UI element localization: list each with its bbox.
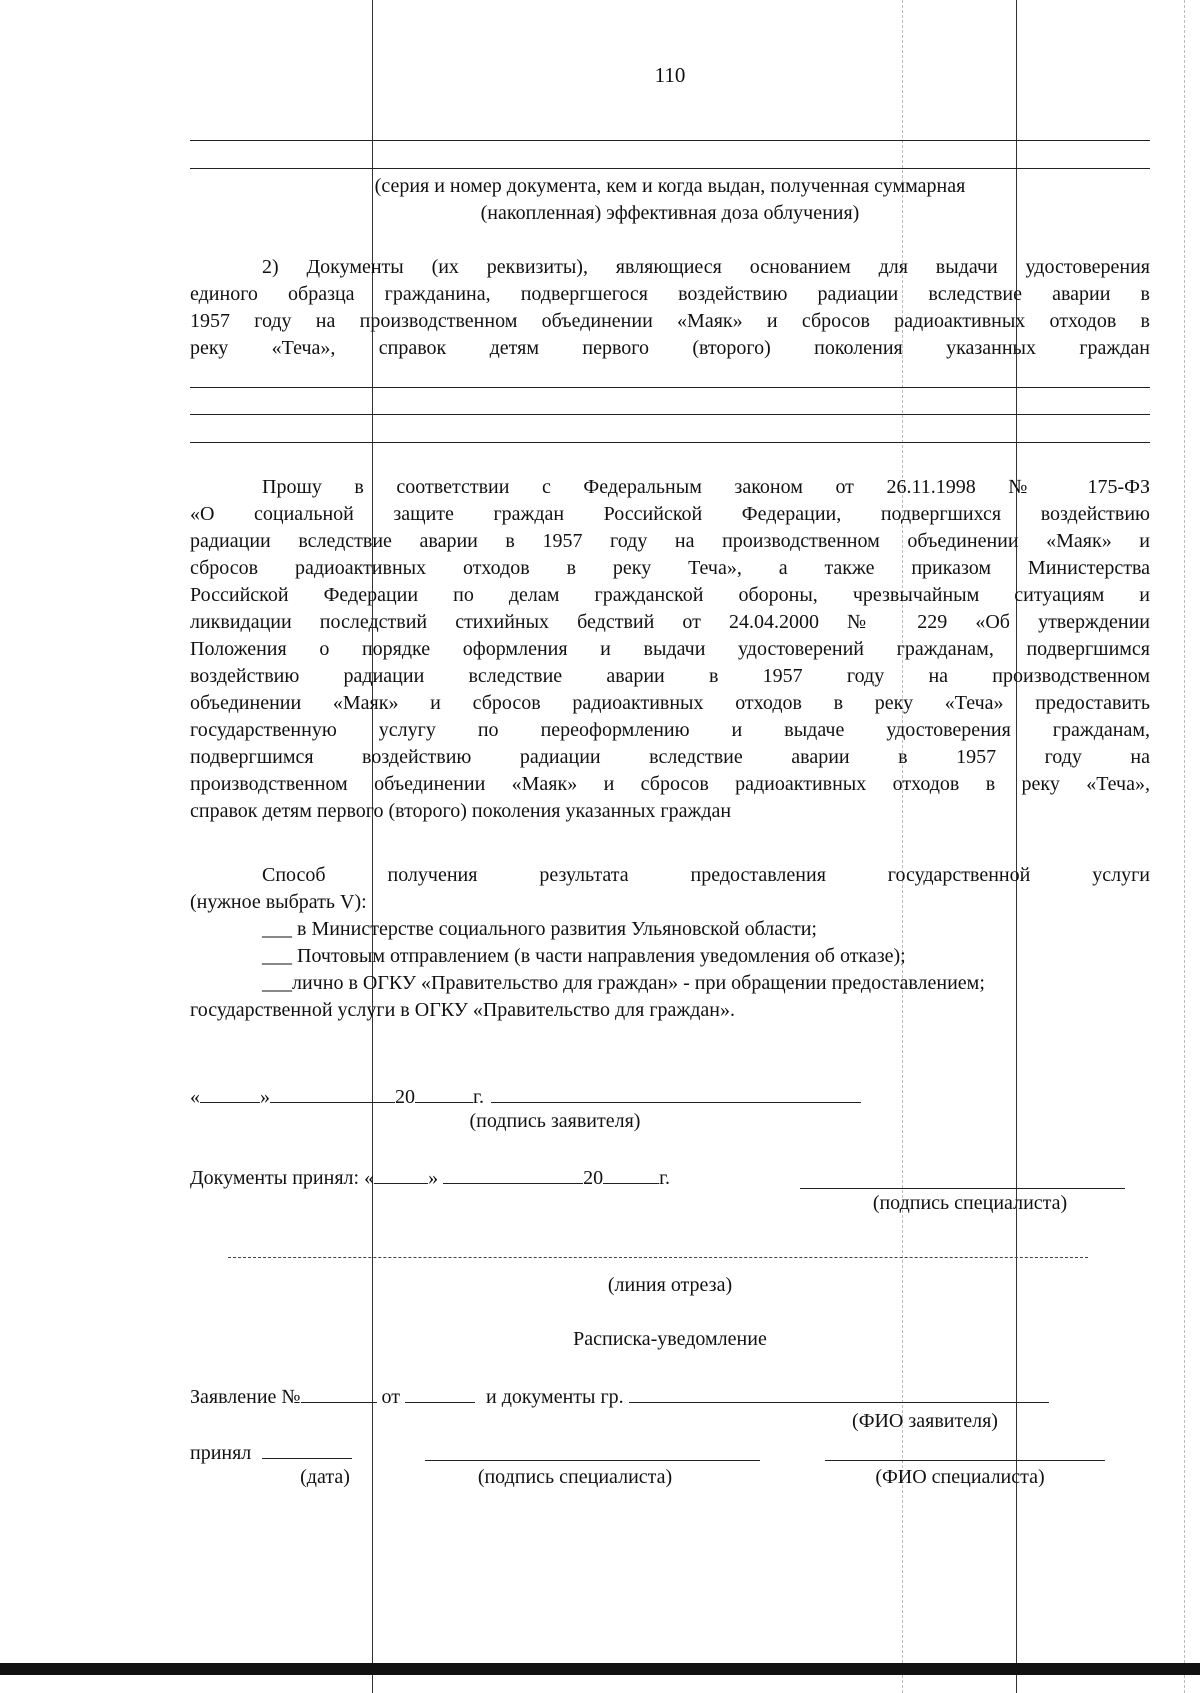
paragraph-line: государственную услугу по переоформлению и выдаче удостоверения гражданам, (190, 719, 1150, 741)
paragraph-line: Прошу в соответствии с Федеральным законом от 26.11.1998 № 175-ФЗ (262, 476, 1150, 498)
method-option[interactable]: ___лично в ОГКУ «Правительство для граждан» - при обращении предоставлением; (262, 972, 985, 994)
application-number-field[interactable] (301, 1382, 377, 1403)
method-option[interactable]: ___ Почтовым отправлением (в части направления уведомления об отказе); (262, 945, 906, 967)
from-label: от (381, 1386, 400, 1408)
quote-open: « (190, 1086, 200, 1108)
paragraph-line: Положения о порядке оформления и выдачи удостоверений гражданам, подвергшимся (190, 638, 1150, 660)
applicant-signature-field[interactable] (491, 1082, 861, 1103)
request-paragraph (190, 474, 1150, 825)
day-field[interactable] (200, 1082, 260, 1103)
paragraph-line: справок детям первого (второго) поколения указанных граждан (190, 800, 732, 822)
document-caption-line: (серия и номер документа, кем и когда выдан, полученная суммарная (374, 175, 966, 197)
application-date-field[interactable] (405, 1382, 475, 1403)
applicant-fio-field[interactable] (629, 1382, 1049, 1403)
method-section (190, 862, 1150, 1024)
fill-line (190, 140, 1150, 141)
year-prefix: 20 (583, 1167, 604, 1189)
specialist-sign-field[interactable] (425, 1460, 760, 1461)
specialist-sign-caption: (подпись специалиста) (477, 1466, 673, 1488)
receipt-accepted-row (190, 1438, 352, 1467)
date-caption: (дата) (300, 1466, 350, 1488)
paragraph-line: единого образца гражданина, подвергшегося воздействию радиации вследствие аварии в (190, 283, 1150, 305)
cut-line-caption: (линия отреза) (607, 1274, 733, 1296)
accepted-row (190, 1163, 670, 1192)
paragraph-line: подвергшимся воздействию радиации вследствие аварии в 1957 году на (190, 746, 1150, 768)
year-suffix: г. (473, 1086, 484, 1108)
specialist-fio-field[interactable] (825, 1460, 1105, 1461)
fill-line (190, 387, 1150, 388)
quote-close: » (428, 1167, 439, 1189)
document-caption-line: (накопленная) эффективная доза облучения) (480, 202, 860, 224)
method-heading: Способ получения результата предоставления государственной услуги (262, 864, 1150, 886)
paragraph-line: воздействию радиации вследствие аварии в 1957 году на производственном (190, 665, 1150, 687)
quote-close: » (260, 1086, 270, 1108)
accepted-label: Документы принял: « (190, 1167, 375, 1189)
specialist-signature-caption: (подпись специалиста) (872, 1192, 1068, 1214)
paragraph-line: «О социальной защите граждан Российской Федерации, подвергшихся воздействию (190, 503, 1150, 525)
fio-applicant-caption: (ФИО заявителя) (852, 1410, 998, 1432)
paragraph-line: реку «Теча», справок детям первого (второго) поколения указанных граждан (190, 337, 1150, 359)
accepted-date-field[interactable] (262, 1438, 352, 1459)
section-documents (190, 254, 1150, 362)
fio-specialist-caption: (ФИО специалиста) (875, 1466, 1045, 1488)
paragraph-line: 2) Документы (их реквизиты), являющиеся основанием для выдачи удостоверения (262, 256, 1150, 278)
method-option-continuation: государственной услуги в ОГКУ «Правительство для граждан». (190, 999, 735, 1021)
method-option[interactable]: ___ в Министерстве социального развития Ульяновской области; (262, 918, 817, 940)
receipt-title: Расписка-уведомление (573, 1328, 767, 1350)
year-suffix: г. (659, 1167, 671, 1189)
cut-line (228, 1257, 1088, 1258)
applicant-date-row (190, 1082, 861, 1111)
year-field[interactable] (415, 1082, 473, 1103)
month-field[interactable] (270, 1082, 395, 1103)
year-prefix: 20 (395, 1086, 415, 1108)
fill-line (190, 414, 1150, 415)
paragraph-line: радиации вследствие аварии в 1957 году на производственном объединении «Маяк» и (190, 530, 1150, 552)
paragraph-line: ликвидации последствий стихийных бедствий от 24.04.2000 № 229 «Об утверждении (190, 611, 1150, 633)
applicant-signature-caption: (подпись заявителя) (469, 1110, 641, 1132)
scan-artifact-line (1184, 0, 1185, 1693)
paragraph-line: 1957 году на производственном объединении «Маяк» и сбросов радиоактивных отходов в (190, 310, 1150, 332)
day-field[interactable] (374, 1163, 428, 1184)
month-field[interactable] (443, 1163, 583, 1184)
paragraph-line: сбросов радиоактивных отходов в реку Теча», а также приказом Министерства (190, 557, 1150, 579)
document-caption (190, 173, 1150, 227)
fill-line (190, 168, 1150, 169)
scan-edge (0, 1663, 1200, 1675)
year-field[interactable] (603, 1163, 659, 1184)
application-label: Заявление № (190, 1386, 301, 1408)
accepted-by-label: принял (190, 1442, 252, 1464)
receipt-application-row (190, 1382, 1049, 1411)
paragraph-line: Российской Федерации по делам гражданской обороны, чрезвычайным ситуациям и (190, 584, 1150, 606)
specialist-signature-field[interactable] (800, 1188, 1125, 1189)
method-instruction: (нужное выбрать V): (190, 891, 367, 913)
paragraph-line: объединении «Маяк» и сбросов радиоактивных отходов в реку «Теча» предоставить (190, 692, 1150, 714)
paragraph-line: производственном объединении «Маяк» и сбросов радиоактивных отходов в реку «Теча», (190, 773, 1150, 795)
docs-label: и документы гр. (485, 1386, 624, 1408)
page-number: 110 (654, 63, 686, 87)
fill-line (190, 442, 1150, 443)
